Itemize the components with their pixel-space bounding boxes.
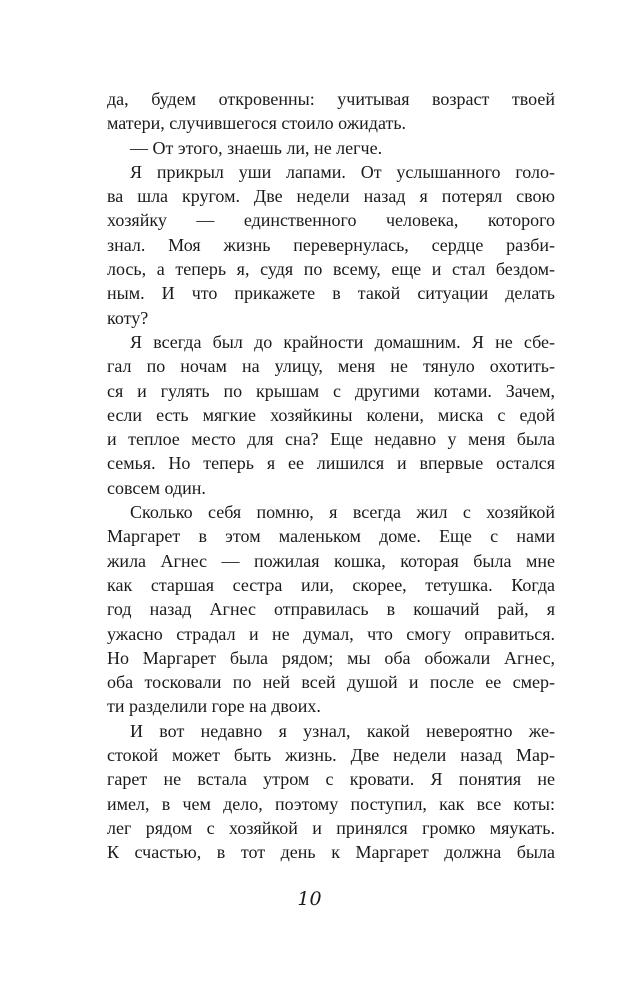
text-line: оба тосковали по ней всей душой и после ее смер- [107, 672, 555, 693]
body-text [107, 87, 555, 865]
text-line: К счастью, в тот день к Маргарет должна была [107, 842, 555, 863]
text-line: знал. Моя жизнь перевернулась, сердце разби- [107, 234, 555, 255]
text-line: И вот недавно я узнал, какой невероятно же- [130, 720, 555, 741]
text-line: Я всегда был до крайности домашним. Я не сбе- [130, 331, 555, 352]
text-line: если есть мягкие хозяйкины колени, миска с едой [107, 404, 555, 425]
text-line: Я прикрыл уши лапами. От услышанного голо- [130, 161, 555, 182]
text-line: хозяйку — единственного человека, которого [107, 210, 555, 231]
text-line: гал по ночам на улицу, меня не тянуло охотить- [107, 356, 555, 377]
text-line: лось, а теперь я, судя по всему, еще и стал бездом- [107, 259, 555, 280]
text-line: Но Маргарет была рядом; мы оба обожали Агнес, [107, 647, 555, 668]
text-line: имел, в чем дело, поэтому поступил, как все коты: [107, 793, 555, 814]
text-line: ужасно страдал и не думал, что смогу оправиться. [107, 623, 555, 644]
text-line: — От этого, знаешь ли, не легче. [130, 137, 383, 158]
page-number: 10 [297, 888, 322, 910]
text-line: Маргарет в этом маленьком доме. Еще с нами [107, 526, 555, 547]
text-line: матери, случившегося стоило ожидать. [107, 113, 407, 134]
text-line: гарет не встала утром с кровати. Я понятия не [107, 769, 555, 790]
text-line: жила Агнес — пожилая кошка, которая была мне [107, 550, 555, 571]
text-line: да, будем откровенны: учитывая возраст твоей [107, 89, 555, 109]
text-line: семья. Но теперь я ее лишился и впервые остался [107, 453, 555, 474]
text-line: стокой может быть жизнь. Две недели назад Мар- [107, 745, 555, 766]
text-line: ным. И что прикажете в такой ситуации делать [107, 283, 555, 304]
text-line: год назад Агнес отправилась в кошачий рай, я [107, 599, 555, 620]
text-line: Сколько себя помню, я всегда жил с хозяйкой [130, 502, 555, 523]
text-line: ва шла кругом. Две недели назад я потерял свою [107, 186, 555, 207]
text-line: лег рядом с хозяйкой и принялся громко мяукать. [107, 817, 555, 838]
text-line: ти разделили горе на двоих. [107, 696, 321, 717]
text-line: ся и гулять по крышам с другими котами. Зачем, [107, 380, 555, 401]
text-line: как старшая сестра или, скорее, тетушка. Когда [107, 574, 555, 595]
text-line: совсем один. [107, 477, 206, 498]
text-line: коту? [107, 307, 149, 328]
text-line: и теплое место для сна? Еще недавно у меня была [107, 429, 555, 450]
